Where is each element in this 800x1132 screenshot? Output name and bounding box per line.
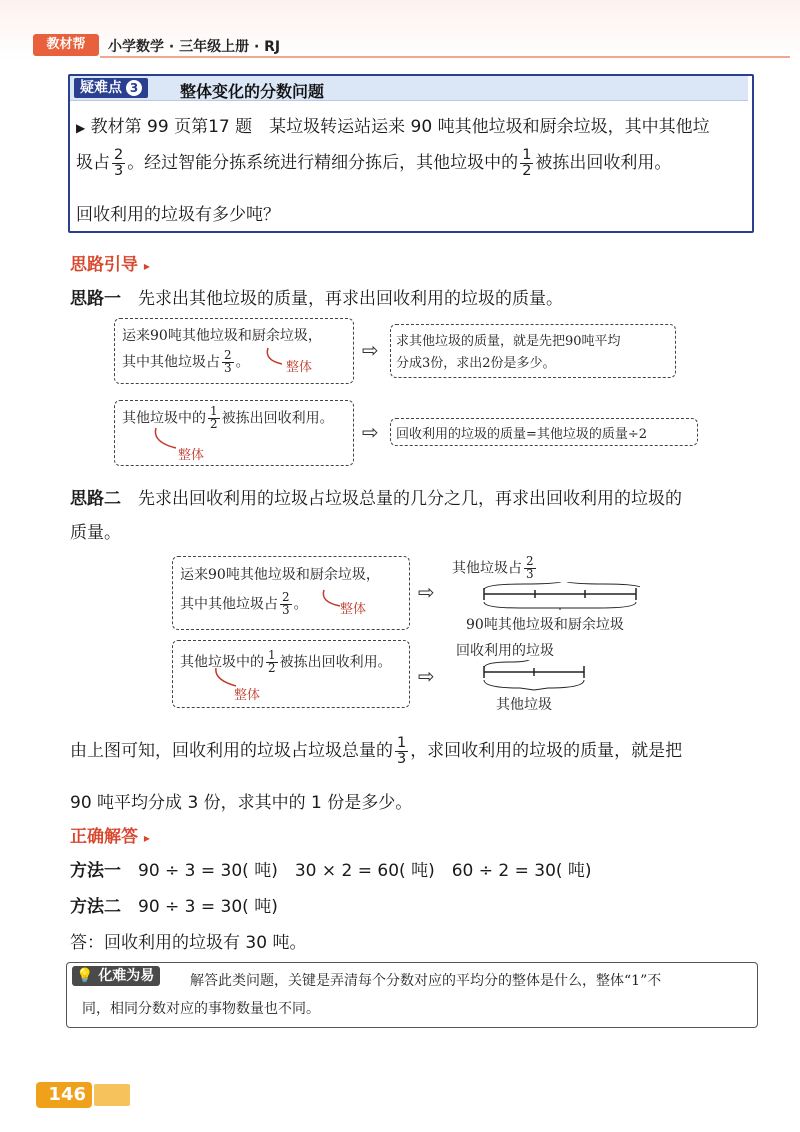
final-answer: 答：回收利用的垃圾有 30 吨。 — [70, 933, 307, 953]
diagram1-bottom-label: 90吨其他垃圾和厨余垃圾 — [466, 617, 624, 633]
anno-whole-1: 整体 — [286, 360, 313, 375]
conclusion-line-1: 由上图可知，回收利用的垃圾占垃圾总量的 $\frac{1}{3}$ ，求回收利用的垃圾的质量，就是把 — [70, 735, 683, 767]
tip-tag: 💡 化难为易 — [72, 966, 160, 986]
method1-text: 90 ÷ 3 = 30( 吨) 30 × 2 = 60( 吨) 60 ÷ 2 = 30( 吨) — [138, 861, 592, 881]
fraction-two-thirds: $\frac{2}{3}$ — [114, 147, 124, 179]
problem-title: 整体变化的分数问题 — [180, 82, 325, 101]
problem-line-3: 回收利用的垃圾有多少吨？ — [76, 205, 280, 225]
idea1-box4-text: 回收利用的垃圾的质量=其他垃圾的质量÷2 — [396, 427, 648, 442]
diagram1-bar — [480, 582, 640, 612]
guide-heading: 思路引导 ▸ — [70, 255, 150, 275]
idea1-text: 先求出其他垃圾的质量，再求出回收利用的垃圾的质量。 — [138, 289, 563, 309]
diagram2-top-label: 回收利用的垃圾 — [456, 643, 554, 659]
idea1-box2-line1: 求其他垃圾的质量，就是先把90吨平均 — [396, 334, 621, 349]
idea1-box1-line1: 运来90吨其他垃圾和厨余垃圾， — [122, 328, 322, 344]
method2-text: 90 ÷ 3 = 30( 吨) — [138, 897, 278, 917]
idea2-box2-text: 其他垃圾中的 $\frac{1}{2}$ 被拣出回收利用。 — [180, 648, 392, 675]
idea1-box3-text: 其他垃圾中的 $\frac{1}{2}$ 被拣出回收利用。 — [122, 404, 334, 431]
conclusion-line-2: 90 吨平均分成 3 份，求其中的 1 份是多少。 — [70, 793, 413, 813]
anno-whole-3: 整体 — [340, 602, 367, 617]
anno-curve-3 — [318, 588, 346, 612]
problem-line-2 — [76, 148, 671, 178]
arrow-4: ⇨ — [418, 664, 435, 688]
diagram1-top-label: 其他垃圾占 $\frac{2}{3}$ — [452, 554, 534, 581]
tip-line-1: 解答此类问题，关键是弄清每个分数对应的平均分的整体是什么，整体“1”不 — [190, 973, 662, 989]
method2-label: 方法二 — [70, 897, 121, 917]
anno-curve-1 — [262, 346, 292, 370]
fraction-one-third: $\frac{1}{3}$ — [397, 735, 407, 767]
problem-text-2a: 圾占 — [76, 153, 110, 173]
idea2-text: 先求出回收利用的垃圾占垃圾总量的几分之几，再求出回收利用的垃圾的 — [138, 489, 682, 509]
diagram2-bottom-label: 其他垃圾 — [496, 697, 552, 713]
header-tag: 教材帮 — [33, 34, 99, 56]
method2-line — [70, 892, 278, 917]
method1-line — [70, 856, 592, 881]
problem-line-1: ▶ 教材第 99 页第17 题 某垃圾转运站运来 90 吨其他垃圾和厨余垃圾，其中其他垃 — [76, 117, 710, 137]
idea2-line-2: 质量。 — [70, 523, 121, 543]
header-divider — [100, 56, 790, 58]
difficulty-label: 疑难点 — [80, 80, 122, 96]
lightbulb-icon: 💡 — [76, 968, 94, 984]
problem-text-2b: 。经过智能分拣系统进行精细分拣后，其他垃圾中的 — [127, 153, 519, 173]
idea1-box2-line2: 分成3份，求出2份是多少。 — [396, 356, 556, 371]
answer-heading: 正确解答 ▸ — [70, 827, 150, 847]
problem-ref: 教材第 99 页第17 题 — [90, 117, 253, 137]
difficulty-tag — [74, 78, 148, 98]
arrow-2: ⇨ — [362, 420, 379, 444]
method1-label: 方法一 — [70, 861, 121, 881]
fraction-half: $\frac{1}{2}$ — [522, 147, 532, 179]
problem-text-1: 某垃圾转运站运来 90 吨其他垃圾和厨余垃圾，其中其他垃 — [269, 117, 710, 137]
tip-line-2: 同，相同分数对应的事物数量也不同。 — [82, 1001, 320, 1017]
problem-header — [70, 76, 748, 101]
anno-whole-2: 整体 — [178, 448, 205, 463]
header-title: 小学数学 · 三年级上册 · RJ — [108, 39, 281, 55]
page-number: 146 — [36, 1082, 92, 1108]
idea1-box1-line2: 其中其他垃圾占 $\frac{2}{3}$ 。 — [122, 348, 250, 375]
page-side-badge — [94, 1084, 130, 1106]
idea1-line — [70, 284, 563, 309]
problem-text-2c: 被拣出回收利用。 — [535, 153, 672, 173]
idea2-line — [70, 484, 682, 509]
anno-whole-4: 整体 — [234, 688, 261, 703]
idea2-label: 思路二 — [70, 489, 121, 509]
arrow-1: ⇨ — [362, 338, 379, 362]
diagram2-bar — [480, 660, 600, 696]
difficulty-number: 3 — [126, 80, 142, 96]
idea1-label: 思路一 — [70, 289, 121, 309]
arrow-3: ⇨ — [418, 580, 435, 604]
idea2-box1-line2: 其中其他垃圾占 $\frac{2}{3}$ 。 — [180, 590, 308, 617]
idea2-box1-line1: 运来90吨其他垃圾和厨余垃圾， — [180, 567, 380, 583]
